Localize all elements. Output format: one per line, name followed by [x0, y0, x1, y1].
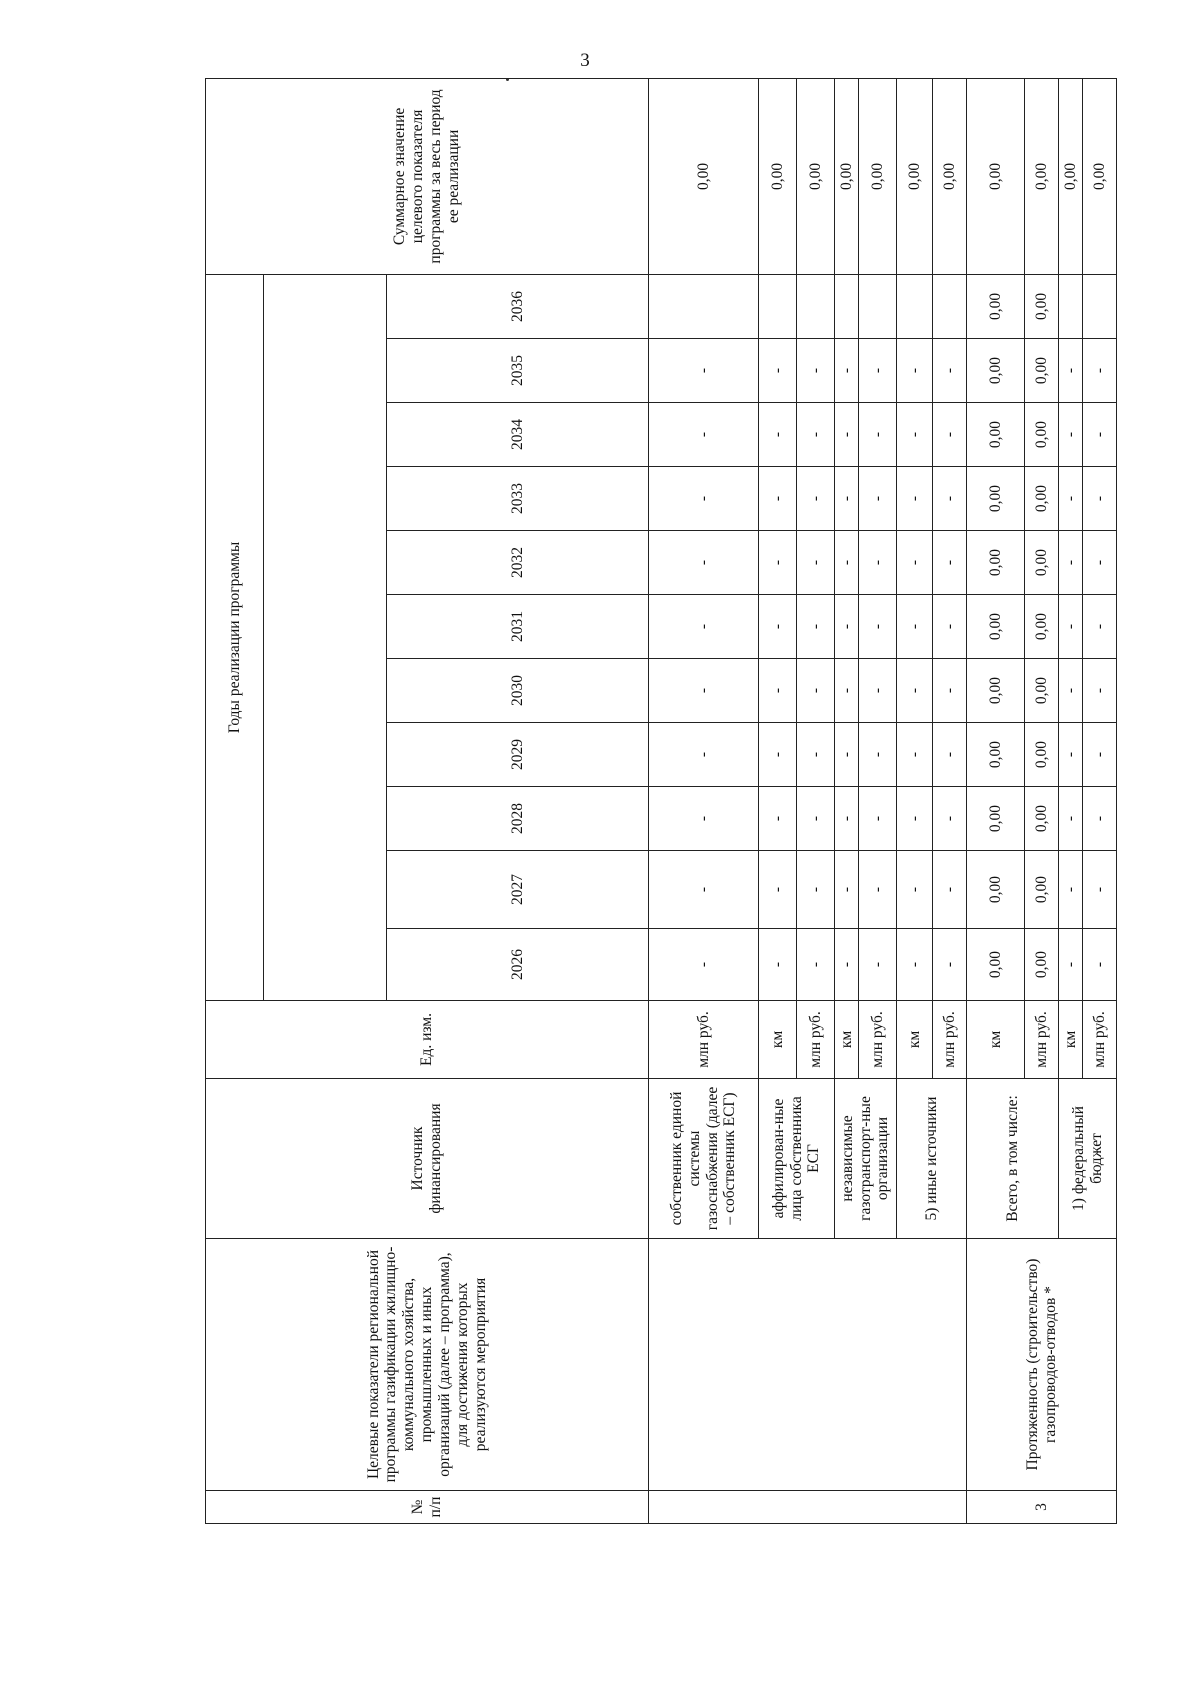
row-value-2028: -: [933, 787, 967, 851]
row-value-2026: -: [835, 929, 859, 1001]
row-value-2034: -: [933, 403, 967, 467]
row-source: 5) иные источники: [897, 1079, 967, 1239]
row-value-2032: -: [649, 531, 759, 595]
row-value-2034: -: [835, 403, 859, 467]
row-value-2029: -: [759, 723, 797, 787]
row-value-2035: 0,00: [967, 339, 1025, 403]
row-value-2035: -: [835, 339, 859, 403]
row-unit: млн руб.: [1025, 1001, 1059, 1079]
year-header-2030: 2030: [387, 659, 649, 723]
row-unit: млн руб.: [859, 1001, 897, 1079]
row-value-2033: 0,00: [1025, 467, 1059, 531]
row-value-2028: 0,00: [967, 787, 1025, 851]
row-indicator: [649, 1239, 967, 1491]
row-total: 0,00: [649, 78, 759, 274]
row-value-2029: -: [1083, 723, 1117, 787]
row-value-2028: -: [1059, 787, 1083, 851]
year-header-2034: 2034: [387, 403, 649, 467]
header-unit: Ед. изм.: [206, 1001, 649, 1079]
row-value-2031: -: [797, 595, 835, 659]
row-value-2036: [835, 274, 859, 338]
row-total: 0,00: [759, 78, 797, 274]
row-value-2033: -: [933, 467, 967, 531]
row-unit: млн руб.: [649, 1001, 759, 1079]
row-value-2028: -: [649, 787, 759, 851]
page-number: 3: [580, 50, 590, 71]
row-value-2030: -: [797, 659, 835, 723]
row-value-2034: -: [1059, 403, 1083, 467]
row-total: 0,00: [797, 78, 835, 274]
row-value-2026: 0,00: [967, 929, 1025, 1001]
row-value-2027: 0,00: [967, 851, 1025, 929]
row-value-2034: -: [759, 403, 797, 467]
row-total: 0,00: [859, 78, 897, 274]
row-value-2029: -: [649, 723, 759, 787]
row-value-2031: -: [759, 595, 797, 659]
row-value-2033: -: [835, 467, 859, 531]
row-value-2033: -: [649, 467, 759, 531]
row-value-2030: -: [1083, 659, 1117, 723]
row-value-2030: 0,00: [967, 659, 1025, 723]
row-value-2030: -: [1059, 659, 1083, 723]
row-value-2030: -: [897, 659, 933, 723]
row-value-2032: -: [797, 531, 835, 595]
row-value-2028: -: [835, 787, 859, 851]
row-value-2028: -: [1083, 787, 1117, 851]
row-value-2036: [797, 274, 835, 338]
row-value-2030: -: [759, 659, 797, 723]
row-value-2032: 0,00: [967, 531, 1025, 595]
row-indicator: Протяженность (строительство) газопроводов-отводов *: [967, 1239, 1117, 1491]
row-unit: км: [759, 1001, 797, 1079]
row-value-2035: -: [859, 339, 897, 403]
row-value-2035: 0,00: [1025, 339, 1059, 403]
row-value-2031: -: [859, 595, 897, 659]
row-value-2029: -: [835, 723, 859, 787]
row-unit: млн руб.: [1083, 1001, 1117, 1079]
row-value-2027: -: [859, 851, 897, 929]
row-value-2033: -: [797, 467, 835, 531]
row-value-2035: -: [1059, 339, 1083, 403]
year-header-2027: 2027: [387, 851, 649, 929]
row-value-2035: -: [933, 339, 967, 403]
row-value-2031: 0,00: [1025, 595, 1059, 659]
row-unit: км: [967, 1001, 1025, 1079]
row-value-2026: -: [759, 929, 797, 1001]
row-value-2026: -: [649, 929, 759, 1001]
year-header-2028: 2028: [387, 787, 649, 851]
row-value-2031: -: [1083, 595, 1117, 659]
table-row: [967, 78, 1025, 1523]
row-value-2026: 0,00: [1025, 929, 1059, 1001]
row-value-2029: -: [859, 723, 897, 787]
row-unit: млн руб.: [933, 1001, 967, 1079]
row-value-2026: -: [933, 929, 967, 1001]
row-value-2027: 0,00: [1025, 851, 1059, 929]
row-value-2029: -: [897, 723, 933, 787]
row-value-2036: [859, 274, 897, 338]
row-value-2036: [1083, 274, 1117, 338]
row-value-2026: -: [1059, 929, 1083, 1001]
row-value-2036: [759, 274, 797, 338]
row-value-2036: 0,00: [967, 274, 1025, 338]
row-value-2035: -: [897, 339, 933, 403]
row-source: 1) федеральный бюджет: [1059, 1079, 1117, 1239]
row-value-2028: -: [897, 787, 933, 851]
row-value-2035: -: [1083, 339, 1117, 403]
year-header-2033: 2033: [387, 467, 649, 531]
row-value-2035: -: [797, 339, 835, 403]
header-indicator: Целевые показатели региональной программы газификации жилищно-коммунального хозяйства, промышленных и иных организаций (далее – программа), для достижения которых реализуются мероприятия: [206, 1239, 649, 1491]
row-unit: км: [1059, 1001, 1083, 1079]
row-value-2030: -: [649, 659, 759, 723]
row-value-2029: -: [797, 723, 835, 787]
row-value-2036: 0,00: [1025, 274, 1059, 338]
row-value-2029: -: [933, 723, 967, 787]
row-value-2029: -: [1059, 723, 1083, 787]
row-value-2036: [897, 274, 933, 338]
row-num: [649, 1491, 967, 1524]
row-value-2030: -: [835, 659, 859, 723]
year-header-2031: 2031: [387, 595, 649, 659]
row-value-2035: -: [759, 339, 797, 403]
row-value-2031: -: [835, 595, 859, 659]
row-value-2026: -: [897, 929, 933, 1001]
row-value-2033: -: [897, 467, 933, 531]
row-source: Всего, в том числе:: [967, 1079, 1059, 1239]
row-value-2027: -: [759, 851, 797, 929]
row-total: 0,00: [933, 78, 967, 274]
year-header-2036: 2036: [387, 274, 649, 338]
rotated-table-wrapper: [205, 89, 1117, 1524]
row-value-2030: 0,00: [1025, 659, 1059, 723]
row-value-2032: -: [933, 531, 967, 595]
row-total: 0,00: [897, 78, 933, 274]
row-value-2032: -: [835, 531, 859, 595]
row-num: 3: [967, 1491, 1117, 1524]
row-value-2029: 0,00: [967, 723, 1025, 787]
row-source: аффилирован-ные лица собственника ЕСГ: [759, 1079, 835, 1239]
year-header-2026: 2026: [387, 929, 649, 1001]
row-value-2032: 0,00: [1025, 531, 1059, 595]
row-value-2029: 0,00: [1025, 723, 1059, 787]
row-value-2035: -: [649, 339, 759, 403]
row-value-2036: [649, 274, 759, 338]
header-row-1: [206, 78, 264, 1523]
row-value-2036: [933, 274, 967, 338]
row-value-2034: -: [797, 403, 835, 467]
row-value-2026: -: [859, 929, 897, 1001]
row-total: 0,00: [1083, 78, 1117, 274]
row-value-2027: -: [835, 851, 859, 929]
row-value-2034: -: [649, 403, 759, 467]
row-value-2032: -: [859, 531, 897, 595]
row-total: 0,00: [967, 78, 1025, 274]
row-value-2032: -: [1083, 531, 1117, 595]
row-unit: км: [897, 1001, 933, 1079]
row-value-2032: -: [1059, 531, 1083, 595]
row-value-2032: -: [897, 531, 933, 595]
table-row: [649, 78, 759, 1523]
row-unit: км: [835, 1001, 859, 1079]
row-value-2027: -: [797, 851, 835, 929]
row-value-2027: -: [897, 851, 933, 929]
row-value-2036: [1059, 274, 1083, 338]
row-value-2030: -: [933, 659, 967, 723]
row-value-2034: -: [1083, 403, 1117, 467]
row-value-2028: 0,00: [1025, 787, 1059, 851]
header-years-group: Годы реализации программы: [206, 274, 264, 1000]
row-value-2027: -: [649, 851, 759, 929]
row-total: 0,00: [1025, 78, 1059, 274]
row-value-2031: 0,00: [967, 595, 1025, 659]
year-header-2029: 2029: [387, 723, 649, 787]
header-source: Источник финансирования: [206, 1079, 649, 1239]
row-value-2031: -: [933, 595, 967, 659]
row-source: независимые газотранспорт-ные организации: [835, 1079, 897, 1239]
row-value-2031: -: [649, 595, 759, 659]
row-total: 0,00: [1059, 78, 1083, 274]
row-value-2033: -: [1083, 467, 1117, 531]
program-indicators-table: [205, 78, 1117, 1524]
row-value-2026: -: [797, 929, 835, 1001]
row-value-2028: -: [797, 787, 835, 851]
row-value-2033: -: [859, 467, 897, 531]
row-value-2034: -: [859, 403, 897, 467]
row-value-2033: -: [1059, 467, 1083, 531]
row-total: 0,00: [835, 78, 859, 274]
row-value-2034: 0,00: [1025, 403, 1059, 467]
row-value-2026: -: [1083, 929, 1117, 1001]
row-value-2033: 0,00: [967, 467, 1025, 531]
row-value-2028: -: [759, 787, 797, 851]
year-header-2032: 2032: [387, 531, 649, 595]
row-value-2032: -: [759, 531, 797, 595]
row-value-2027: -: [1083, 851, 1117, 929]
row-value-2028: -: [859, 787, 897, 851]
row-value-2034: 0,00: [967, 403, 1025, 467]
row-value-2031: -: [897, 595, 933, 659]
row-value-2034: -: [897, 403, 933, 467]
row-source: собственник единой системы газоснабжения (далее – собственник ЕСГ): [649, 1079, 759, 1239]
row-value-2027: -: [933, 851, 967, 929]
row-value-2033: -: [759, 467, 797, 531]
year-header-2035: 2035: [387, 339, 649, 403]
row-value-2031: -: [1059, 595, 1083, 659]
header-num: № п/п: [206, 1491, 649, 1524]
header-total: Суммарное значение целевого показателя программы за весь период ее реализации: [206, 78, 649, 274]
row-unit: млн руб.: [797, 1001, 835, 1079]
row-value-2027: -: [1059, 851, 1083, 929]
row-value-2030: -: [859, 659, 897, 723]
